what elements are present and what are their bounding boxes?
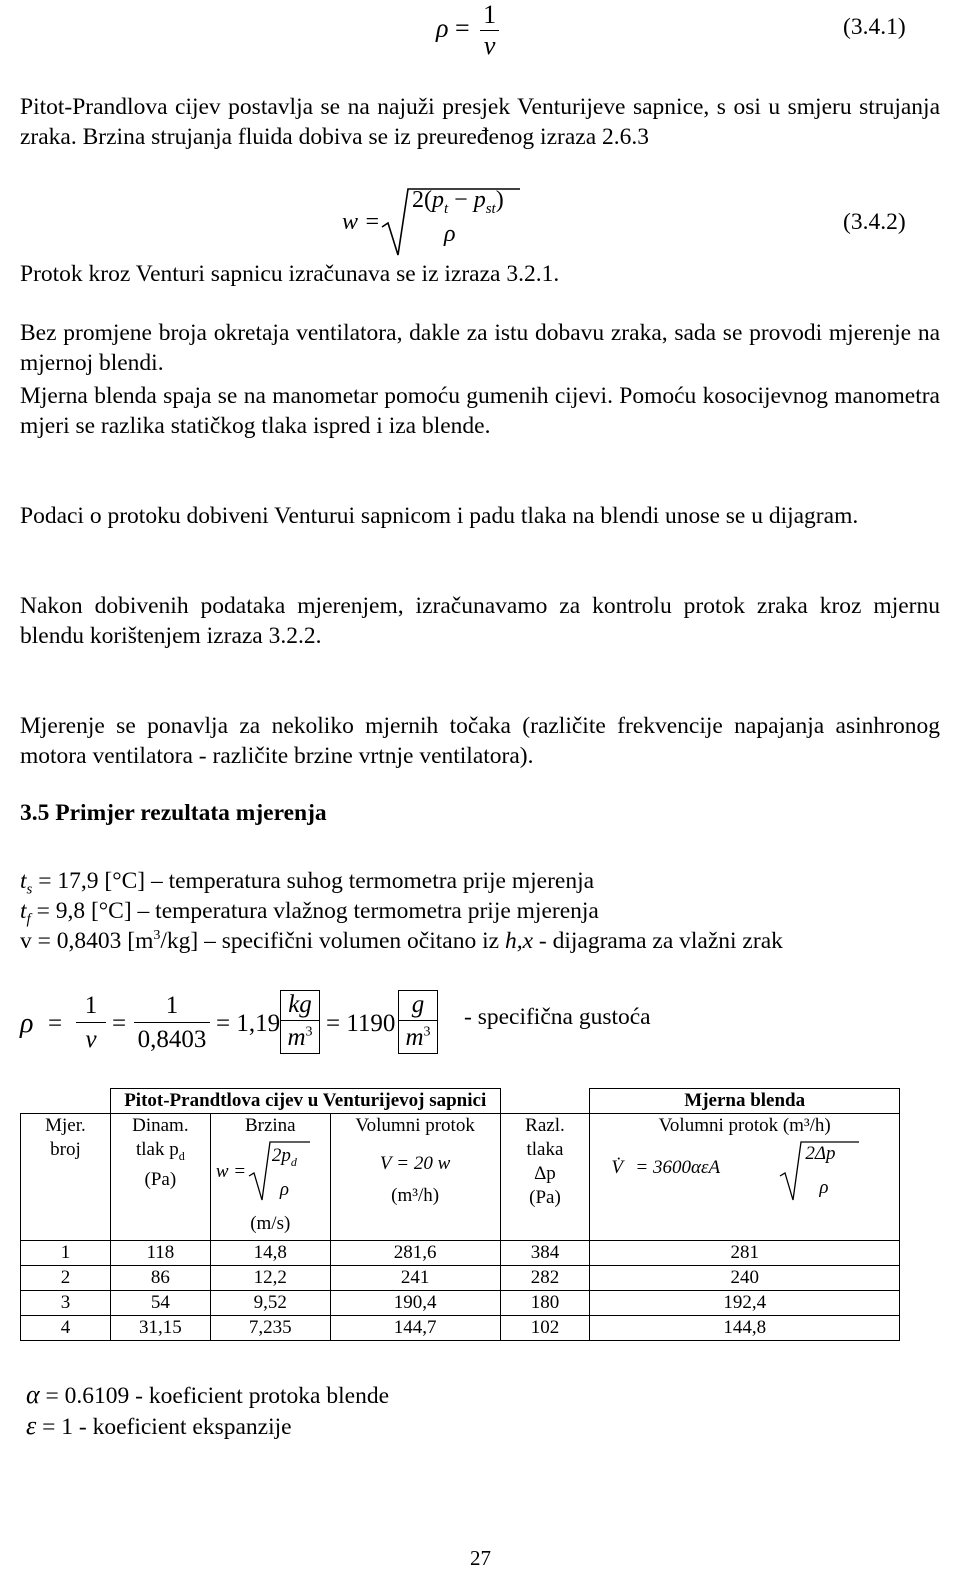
- mjer-label: Mjer.: [45, 1115, 86, 1136]
- broj-label: broj: [50, 1139, 81, 1160]
- rho-den: ρ: [444, 221, 456, 247]
- formula-2dp: 2Δp: [805, 1143, 836, 1164]
- paragraph-nakon: Nakon dobivenih podataka mjerenjem, izračunavamo za kontrolu protok zraka kroz mjernu blendu korištenjem izraza 3.2.2.: [20, 593, 940, 649]
- table-cell: 118: [110, 1241, 210, 1266]
- tf-sub: f: [26, 911, 31, 928]
- paragraph-mjerenje: Mjerenje se ponavlja za nekoliko mjernih točaka (različite frekvencije napajanja asinhronog motora ventilatora - različite brzine vrtnje ventilatora).: [20, 713, 940, 769]
- unit-m: m: [287, 1024, 306, 1051]
- v-pre: v = 0,8403 [m: [20, 928, 154, 954]
- table-cell: 241: [330, 1266, 500, 1291]
- brzina-label: Brzina: [244, 1115, 296, 1136]
- alpha-line: [26, 1380, 389, 1410]
- val-1190: = 1190: [326, 1010, 396, 1037]
- vol2-label: Volumni protok (m³/h): [658, 1115, 831, 1136]
- formula-V-dot: V̇: [611, 1157, 624, 1178]
- epsilon-value: = 1: [42, 1414, 74, 1440]
- var-v: [20, 928, 783, 955]
- table-cell: 281: [590, 1241, 900, 1266]
- table-cell: 9,52: [210, 1291, 330, 1316]
- group-header-pitot: Pitot-Prandtlova cijev u Venturijevoj sapnici: [110, 1089, 500, 1114]
- brzina-unit: (m/s): [250, 1213, 291, 1234]
- table-cell: 240: [590, 1266, 900, 1291]
- equation-number-3-4-1: (3.4.1): [843, 14, 906, 40]
- coef-2: 2: [412, 187, 424, 213]
- table-row: [21, 1241, 900, 1266]
- formula-w: w =: [215, 1161, 247, 1182]
- tlaka-label: tlaka: [526, 1139, 564, 1160]
- table-cell: 384: [500, 1241, 590, 1266]
- table-cell: 7,235: [210, 1316, 330, 1341]
- epsilon-symbol: ε: [26, 1411, 37, 1440]
- header-volumni: [330, 1114, 500, 1241]
- val-1-19: = 1,19: [216, 1010, 281, 1037]
- table-row: [21, 1316, 900, 1341]
- var-tf: [20, 898, 599, 929]
- paragraph-mjerna-blenda: Mjerna blenda spaja se na manometar pomoću gumenih cijevi. Pomoću kosocijevnog manometra mjeri se razlika statičkog tlaka ispred i iza blende.: [20, 383, 940, 439]
- tlak-sub: d: [178, 1148, 185, 1163]
- alpha-value: = 0.6109: [45, 1383, 130, 1409]
- vol-unit: (m³/h): [391, 1185, 440, 1206]
- tf-symbol: t: [20, 898, 27, 924]
- unit-kg: kg: [281, 990, 319, 1021]
- group-header-blenda: Mjerna blenda: [590, 1089, 900, 1114]
- table-cell: 281,6: [330, 1241, 500, 1266]
- table-row: [21, 1291, 900, 1316]
- w-lhs: w =: [342, 209, 381, 235]
- ts-symbol: t: [20, 868, 27, 894]
- table-row: [21, 1266, 900, 1291]
- table-cell: 3: [21, 1291, 111, 1316]
- header-mjer: [21, 1114, 111, 1241]
- formula-sub-d: d: [290, 1154, 297, 1169]
- unit-bracket-kg: [280, 990, 320, 1054]
- table-cell: 12,2: [210, 1266, 330, 1291]
- table-cell: 1: [21, 1241, 111, 1266]
- formula-V: V: [379, 1153, 392, 1174]
- v-post: - dijagrama za vlažni zrak: [533, 928, 783, 954]
- header-razl: [500, 1114, 590, 1241]
- density-desc: - specifična gustoća: [464, 1004, 651, 1030]
- header-dinam: [110, 1114, 210, 1241]
- results-table: [20, 1088, 900, 1341]
- table-cell: 144,8: [590, 1316, 900, 1341]
- alpha-desc: - koeficient protoka blende: [135, 1383, 390, 1409]
- v-mid: /kg] – specifični volumen očitano iz: [160, 928, 505, 954]
- table-cell: 180: [500, 1291, 590, 1316]
- table-cell: 2: [21, 1266, 111, 1291]
- den-0-8403: 0,8403: [137, 1026, 207, 1053]
- numerator: 1: [480, 0, 499, 31]
- dinam-label: Dinam.: [132, 1115, 189, 1136]
- sub-st: st: [485, 200, 496, 217]
- pa-label: (Pa): [144, 1168, 177, 1190]
- formula-rho2: ρ: [819, 1177, 829, 1198]
- den-v: v: [85, 1026, 97, 1053]
- rho: ρ: [20, 1008, 34, 1039]
- table-cell: 31,15: [110, 1316, 210, 1341]
- tf-text: = 9,8 [°C] – temperatura vlažnog termometra prije mjerenja: [30, 898, 599, 924]
- paragraph-protok: Protok kroz Venturi sapnicu izračunava se iz izraza 3.2.1.: [20, 261, 560, 287]
- table-cell: 144,7: [330, 1316, 500, 1341]
- epsilon-desc: - koeficient ekspanzije: [78, 1414, 292, 1440]
- p-t: p: [432, 187, 444, 213]
- formula-2p: 2p: [271, 1145, 291, 1166]
- table-cell: 190,4: [330, 1291, 500, 1316]
- section-heading: 3.5 Primjer rezultata mjerenja: [20, 800, 327, 826]
- formula-rho: ρ: [279, 1179, 289, 1200]
- table-cell: 282: [500, 1266, 590, 1291]
- v-sup: 3: [153, 928, 161, 944]
- vol-label: Volumni protok: [355, 1115, 475, 1136]
- equation-number-3-4-2: (3.4.2): [843, 209, 906, 235]
- table-cell: 54: [110, 1291, 210, 1316]
- paragraph-pitot: Pitot-Prandlova cijev postavlja se na najuži presjek Venturijeve sapnice, s osi u smjeru strujanja zraka. Brzina strujanja fluida dobiva se iz preuređenog izraza 2.6.3: [20, 94, 940, 150]
- equation-3-4-1: ρ = $\frac{1}{v}$: [436, 0, 503, 61]
- p-st: p: [473, 187, 486, 213]
- table-cell: 86: [110, 1266, 210, 1291]
- razl-unit: (Pa): [529, 1187, 561, 1208]
- alpha-symbol: α: [26, 1380, 40, 1409]
- num-1a: 1: [76, 990, 106, 1023]
- unit-cube: 3: [305, 1024, 313, 1040]
- formula-V-eq: = 20 w: [396, 1153, 451, 1174]
- epsilon-line: [26, 1411, 292, 1441]
- sub-t: t: [444, 200, 449, 217]
- table-cell: 14,8: [210, 1241, 330, 1266]
- table-cell: 102: [500, 1316, 590, 1341]
- paragraph-podaci: Podaci o protoku dobiveni Venturui sapnicom i padu tlaka na blendi unose se u dijagram.: [20, 503, 859, 529]
- table-cell: 192,4: [590, 1291, 900, 1316]
- formula-V2-eq: = 3600αεA: [635, 1157, 721, 1178]
- denominator: v: [483, 31, 496, 60]
- unit-g: g: [399, 990, 437, 1021]
- header-volumni-blenda: [590, 1114, 900, 1241]
- table-cell: 4: [21, 1316, 111, 1341]
- tlak-label: tlak p: [135, 1139, 179, 1160]
- page-number: 27: [470, 1546, 491, 1570]
- v-hx: h,x: [504, 928, 533, 954]
- razl-label: Razl.: [525, 1115, 565, 1136]
- paragraph-bez-promjene: Bez promjene broja okretaja ventilatora, dakle za istu dobavu zraka, sada se provodi mjerenje na mjernoj blendi.: [20, 320, 940, 376]
- fraction: [480, 0, 499, 61]
- header-brzina: [210, 1114, 330, 1241]
- num-1b: 1: [134, 990, 210, 1023]
- rho-symbol: ρ: [436, 13, 449, 43]
- ts-text: = 17,9 [°C] – temperatura suhog termometra prije mjerenja: [32, 868, 595, 894]
- var-ts: [20, 868, 594, 899]
- ts-sub: s: [26, 881, 33, 898]
- unit-bracket-g: g $m^3$: [398, 990, 438, 1054]
- dp-label: Δp: [534, 1163, 556, 1184]
